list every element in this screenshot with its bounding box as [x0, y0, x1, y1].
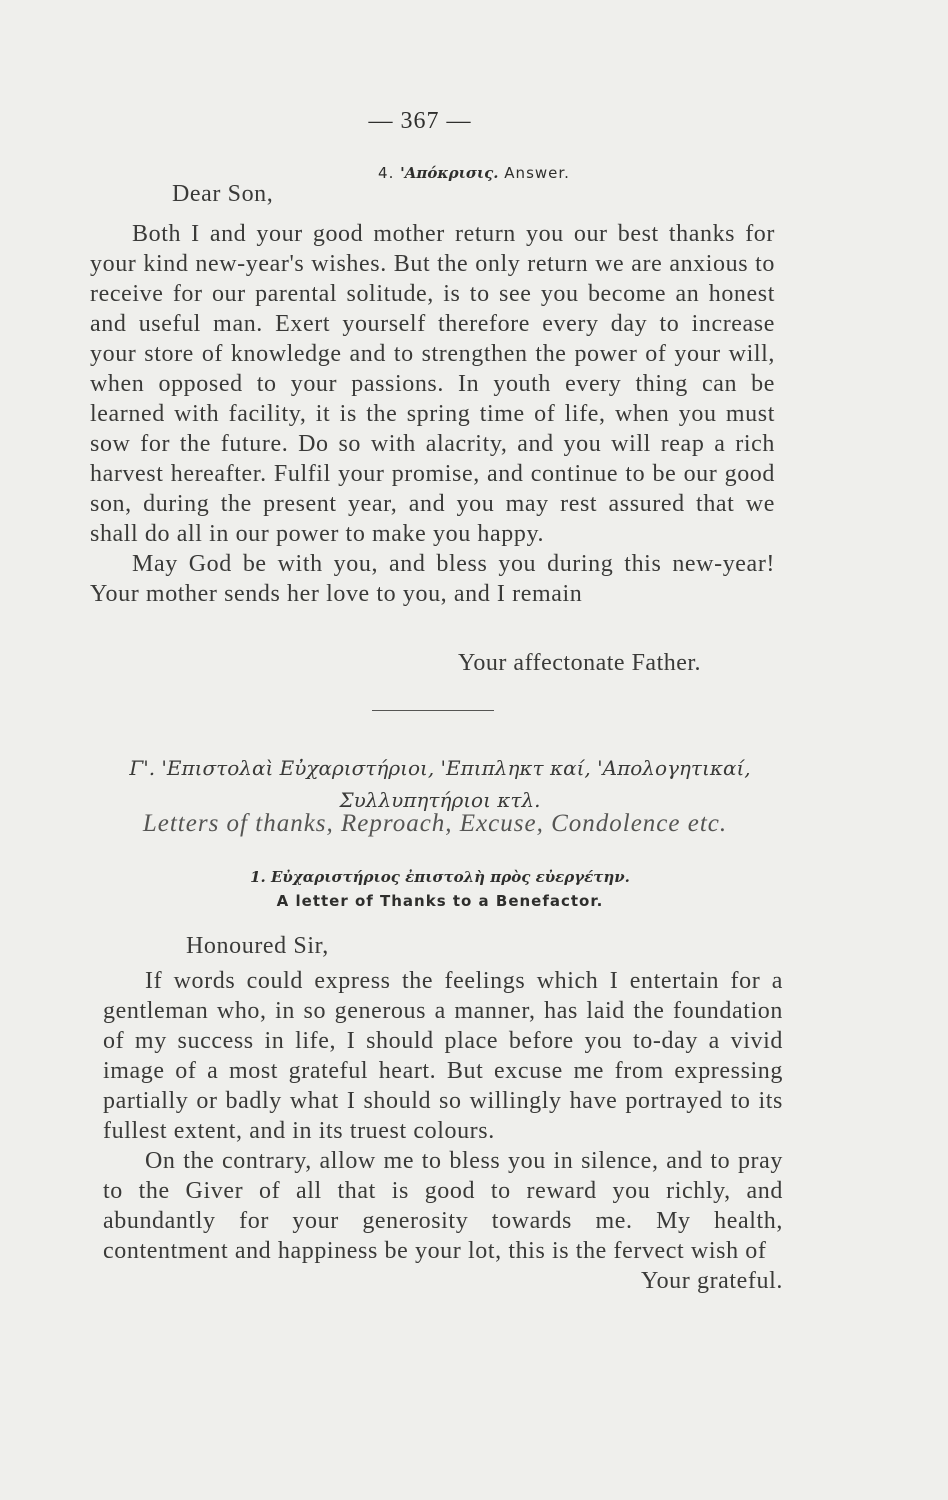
answer-closing: Your affectonate Father. — [458, 650, 702, 676]
chapter-heading-english: Letters of thanks, Reproach, Excuse, Condolence etc. — [142, 810, 728, 837]
answer-heading — [0, 164, 948, 182]
thanks-paragraph-1: If words could express the feelings which I entertain for a gentleman who, in so generous a manner, has laid the foundation of my success in life, I should place before you to-day a vivid image of a most grateful heart. But excuse me from expressing partially or badly what I should so willingly have portrayed to its fullest extent, and in its truest colours. — [103, 968, 783, 1144]
chapter-greek-line-2: Συλλυπητήριοι κτλ. — [339, 788, 541, 812]
thanks-paragraph-2 — [103, 1146, 783, 1294]
answer-heading-number: 4. — [378, 164, 395, 182]
thanks-closing: Your grateful. — [641, 1268, 783, 1294]
chapter-greek-line-1: Γ'. 'Επιστολαὶ Εὐχαριστήριοι, 'Επιπληκτ καί, 'Απολογητικαί, — [129, 756, 751, 780]
answer-paragraph-1: Both I and your good mother return you our best thanks for your kind new-year's wishes. But the only return we are anxious to receive for our parental solitude, is to see you become an honest and useful man. Exert yourself therefore every day to increase your store of knowledge and to strengthen the power of your will, when opposed to your passions. In youth every thing can be learned with facility, it is the spring time of life, when you must sow for the future. Do so with alacrity, and you will reap a rich harvest hereafter. Fulfil your promise, and continue to be our good son, during the present year, and you may rest assured that we shall do all in our power to make you happy. — [90, 221, 775, 547]
answer-heading-english: Answer. — [504, 164, 570, 182]
answer-body — [90, 219, 775, 609]
section-divider — [372, 710, 494, 711]
thanks-letter-title-english: A letter of Thanks to a Benefactor. — [276, 892, 604, 910]
answer-salutation: Dear Son, — [172, 181, 274, 207]
thanks-salutation: Honoured Sir, — [186, 933, 329, 959]
thanks-body — [103, 966, 783, 1296]
chapter-heading-greek — [100, 752, 780, 816]
answer-heading-greek: 'Απόκρισις. — [400, 164, 499, 182]
thanks-letter-title-greek — [0, 868, 880, 886]
page-number: — 367 — — [368, 108, 472, 134]
thanks-letter-number: 1. — [250, 868, 266, 886]
answer-paragraph-2: May God be with you, and bless you during this new-year! Your mother sends her love to you, and I remain — [90, 551, 775, 607]
thanks-letter-greek-title: Εὐχαριστήριος ἐπιστολὴ πρὸς εὐεργέτην. — [271, 868, 630, 886]
thanks-last-paragraph: On the contrary, allow me to bless you in silence, and to pray to the Giver of all that is good to reward you richly, and abundantly for your generosity towards me. My health, contentment and happiness be your lot, this is the fervect wish of — [103, 1148, 783, 1264]
